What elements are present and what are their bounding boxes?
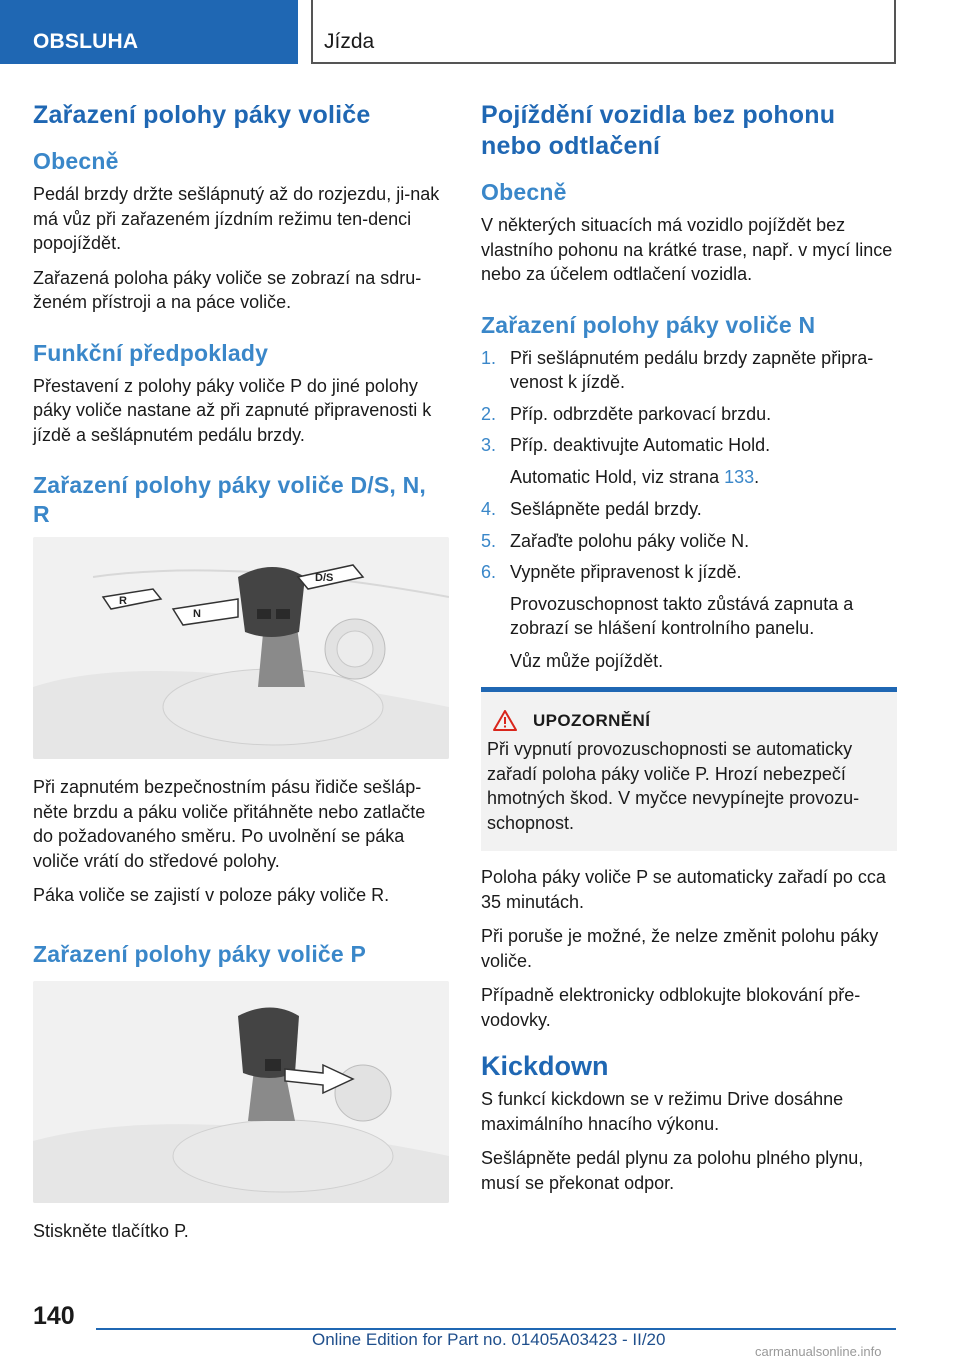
list-item: 3. Příp. deaktivujte Automatic Hold. — [481, 435, 771, 455]
paragraph: Sešlápněte pedál plynu za polohu plného plynu, musí se překonat odpor. — [481, 1148, 864, 1193]
page-number: 140 — [33, 1302, 75, 1330]
watermark: carmanualsonline.info — [755, 1344, 882, 1359]
procedure-steps-continued — [481, 497, 897, 585]
paragraph: Pedál brzdy držte sešlápnutý až do rozjezdu, ji-nak má vůz při zařazeném jízdním režimu ten-denci popojíždět. — [33, 184, 440, 253]
paragraph: V některých situacích má vozidlo pojíždět bez vlastního pohonu na krátké trase, např. v mycí lince nebo za účelem odtlačení vozidla. — [481, 215, 893, 284]
page-section-title: Jízda — [324, 30, 375, 53]
warning-text: Při vypnutí provozuschopnosti se automaticky zařadí poloha páky voliče P. Hrozí nebezpečí hmotných škod. V myčce nevypínejte provozu-schopnost. — [487, 739, 860, 833]
paragraph: Případně elektronicky odblokujte blokování pře-vodovky. — [481, 985, 861, 1030]
list-item: 2. Příp. odbrzděte parkovací brzdu. — [481, 403, 772, 424]
page-reference-link[interactable]: 133 — [724, 466, 755, 487]
section-heading: Pojíždění vozidla bez pohonu nebo odtlačení — [481, 101, 836, 160]
paragraph: Stiskněte tlačítko P. — [33, 1220, 189, 1241]
subsection-heading: Zařazení polohy páky voliče D/S, N, R — [33, 472, 427, 527]
warning-box — [481, 687, 897, 851]
subsection-heading: Obecně — [481, 179, 567, 205]
paragraph: Poloha páky voliče P se automaticky zařadí po cca 35 minutách. — [481, 867, 886, 912]
position-n-label: N — [193, 608, 201, 620]
paragraph: Zařazená poloha páky voliče se zobrazí na sdru-ženém přístroji a na páce voliče. — [33, 267, 422, 312]
paragraph: Páka voliče se zajistí v poloze páky voliče R. — [33, 885, 390, 905]
warning-triangle-icon — [493, 710, 517, 731]
step-note: Provozuschopnost takto zůstává zapnuta a zobrazí se hlášení kontrolního panelu. — [510, 593, 854, 638]
paragraph: S funkcí kickdown se v režimu Drive dosáhne maximálního hnacího výkonu. — [481, 1089, 844, 1134]
list-item: 1. Při sešlápnutém pedálu brzdy zapněte připra-venost k jízdě. — [481, 347, 874, 392]
subsection-heading: Zařazení polohy páky voliče N — [481, 311, 816, 338]
position-r-label: R — [119, 595, 127, 607]
subsection-heading: Obecně — [33, 148, 119, 174]
paragraph: Při zapnutém bezpečnostním pásu řidiče sešláp-něte brzdu a páku voliče přitáhněte nebo zatlačte do požadovaného směru. Po uvolnění se páka voliče vrátí do středové polohy. — [33, 777, 426, 871]
list-item: 5. Zařaďte polohu páky voliče N. — [481, 530, 750, 551]
subsection-heading: Zařazení polohy páky voliče P — [33, 940, 367, 967]
section-heading: Zařazení polohy páky voliče — [33, 101, 371, 129]
gear-selector-p-button-illustration — [33, 981, 449, 1203]
section-heading-kickdown: Kickdown — [481, 1051, 609, 1081]
position-ds-label: D/S — [315, 572, 334, 584]
procedure-steps — [481, 346, 897, 458]
edition-info: Online Edition for Part no. 01405A03423 - II/20 — [312, 1330, 666, 1349]
left-column — [33, 100, 449, 1253]
gear-selector-shift-illustration — [33, 537, 449, 759]
warning-title: UPOZORNĚNÍ — [533, 710, 651, 730]
chapter-tab: OBSLUHA — [0, 0, 298, 64]
step-note: Vůz může pojíždět. — [510, 650, 664, 671]
paragraph: Přestavení z polohy páky voliče P do jiné polohy páky voliče nastane až při zapnuté připravenosti k jízdě a sešlápnutém pedálu brzdy. — [33, 375, 432, 445]
header-frame — [311, 0, 896, 64]
right-column — [481, 100, 897, 1205]
step-note: Automatic Hold, viz strana 133. — [510, 466, 760, 487]
list-item: 6. Vypněte připravenost k jízdě. — [481, 562, 742, 582]
paragraph: Při poruše je možné, že nelze změnit polohu páky voliče. — [481, 926, 879, 971]
subsection-heading: Funkční předpoklady — [33, 339, 269, 366]
list-item: 4. Sešlápněte pedál brzdy. — [481, 499, 702, 519]
